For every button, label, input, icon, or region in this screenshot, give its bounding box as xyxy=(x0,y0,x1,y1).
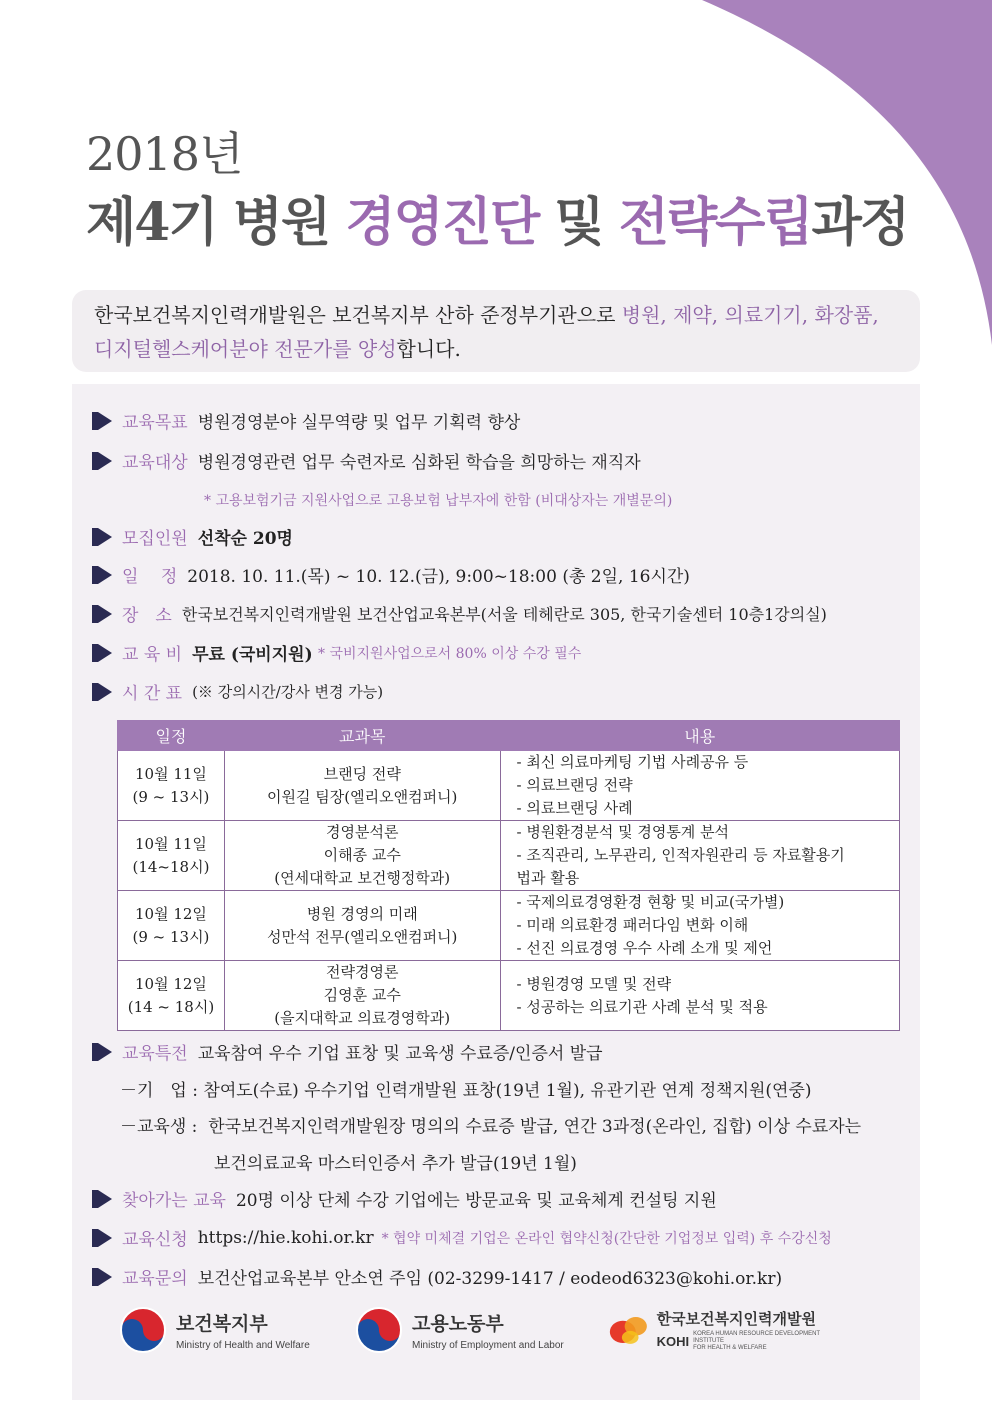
arrow-icon xyxy=(92,683,118,701)
arrow-icon xyxy=(92,1229,118,1247)
table-header: 내용 xyxy=(500,721,899,751)
kohi-logo: 한국보건복지인력개발원 KOHI KOREA HUMAN RESOURCE DEVELOPMENT INSTITUTE FOR HEALTH & WELFARE xyxy=(608,1300,838,1360)
recruit-row: 모집인원 선착순 20명 xyxy=(92,524,293,549)
table-row: 10월 12일 (9 ~ 13시) 병원 경영의 미래 성만석 전무(엘리오앤컴퍼니) - 국제의료경영환경 현황 및 비교(국가별) - 미래 의료환경 패러다임 변화 이해 - 선진 의료경영 우수 사례 소개 및 제언 xyxy=(118,891,900,961)
table-row: 10월 11일 (14~18시) 경영분석론 이해종 교수 (연세대학교 보건행정학과) - 병원환경분석 및 경영통계 분석 - 조직관리, 노무관리, 인적자원관리 등 자료활용기 법과 활용 xyxy=(118,821,900,891)
arrow-icon xyxy=(92,644,118,662)
arrow-icon xyxy=(92,1043,118,1061)
benefit-student: －교육생 : 한국보건복지인력개발원장 명의의 수료증 발급, 연간 3과정(온라인, 집합) 이상 수료자는 xyxy=(120,1117,862,1137)
contact-row: 교육문의 보건산업교육본부 안소연 주임 (02-3299-1417 / eodeod6323@kohi.or.kr) xyxy=(92,1264,782,1289)
arrow-icon xyxy=(92,1268,118,1286)
table-header: 일정 xyxy=(118,721,225,751)
schedule-row: 시 간 표 (※ 강의시간/강사 변경 가능) xyxy=(92,679,383,704)
place-row: 장 소 한국보건복지인력개발원 보건산업교육본부(서울 테헤란로 305, 한국기술센터 10층1강의실) xyxy=(92,601,827,626)
benefit-company: －기 업 : 참여도(수료) 우수기업 인력개발원 표창(19년 1월), 유관기관 연계 정책지원(연중) xyxy=(120,1081,812,1101)
arrow-icon xyxy=(92,412,118,430)
arrow-icon xyxy=(92,566,118,584)
target-note: * 고용보험기금 지원사업으로 고용보험 납부자에 한함 (비대상자는 개별문의) xyxy=(204,493,673,509)
arrow-icon xyxy=(92,452,118,470)
table-header: 교과목 xyxy=(224,721,500,751)
title-year: 2018년 xyxy=(86,127,243,181)
date-row: 일 정 2018. 10. 11.(목) ~ 10. 12.(금), 9:00~18:00 (총 2일, 16시간) xyxy=(92,562,690,587)
logo-bar xyxy=(118,1300,838,1360)
goal-row: 교육목표 병원경영분야 실무역량 및 업무 기획력 향상 xyxy=(92,408,520,433)
arrow-icon xyxy=(92,1190,118,1208)
kohi-mark-icon xyxy=(608,1310,651,1350)
arrow-icon xyxy=(92,528,118,546)
apply-row: 교육신청 https://hie.kohi.or.kr * 협약 미체결 기업은 온라인 협약신청(간단한 기업정보 입력) 후 수강신청 xyxy=(92,1225,832,1250)
visit-row: 찾아가는 교육 20명 이상 단체 수강 기업에는 방문교육 및 교육체계 컨설팅 지원 xyxy=(92,1186,717,1211)
table-row: 10월 11일 (9 ~ 13시) 브랜딩 전략 이원길 팀장(엘리오앤컴퍼니) - 최신 의료마케팅 기법 사례공유 등 - 의료브랜딩 전략 - 의료브랜딩 사례 xyxy=(118,751,900,821)
moel-logo: 고용노동부 Ministry of Employment and Labor xyxy=(354,1300,564,1360)
page-title: 제4기 병원 경영진단 및 전략수립과정 xyxy=(86,192,909,253)
intro-box: 한국보건복지인력개발원은 보건복지부 산하 준정부기관으로 병원, 제약, 의료기기, 화장품, 디지털헬스케어분야 전문가를 양성합니다. xyxy=(72,290,920,372)
taegeuk-icon xyxy=(118,1305,168,1355)
taegeuk-icon xyxy=(354,1305,404,1355)
mohw-logo: 보건복지부 Ministry of Health and Welfare xyxy=(118,1300,310,1360)
target-row: 교육대상 병원경영관련 업무 숙련자로 심화된 학습을 희망하는 재직자 xyxy=(92,448,641,473)
apply-link[interactable]: https://hie.kohi.or.kr xyxy=(197,1227,374,1248)
schedule-table xyxy=(117,720,900,1031)
table-row: 10월 12일 (14 ~ 18시) 전략경영론 김영훈 교수 (을지대학교 의료경영학과) - 병원경영 모델 및 전략 - 성공하는 의료기관 사례 분석 및 적용 xyxy=(118,961,900,1031)
benefits-row: 교육특전 교육참여 우수 기업 표창 및 교육생 수료증/인증서 발급 xyxy=(92,1039,603,1064)
benefit-student-cont: 보건의료교육 마스터인증서 추가 발급(19년 1월) xyxy=(214,1154,577,1174)
fee-row: 교 육 비 무료 (국비지원) * 국비지원사업으로서 80% 이상 수강 필수 xyxy=(92,640,581,665)
arrow-icon xyxy=(92,605,118,623)
